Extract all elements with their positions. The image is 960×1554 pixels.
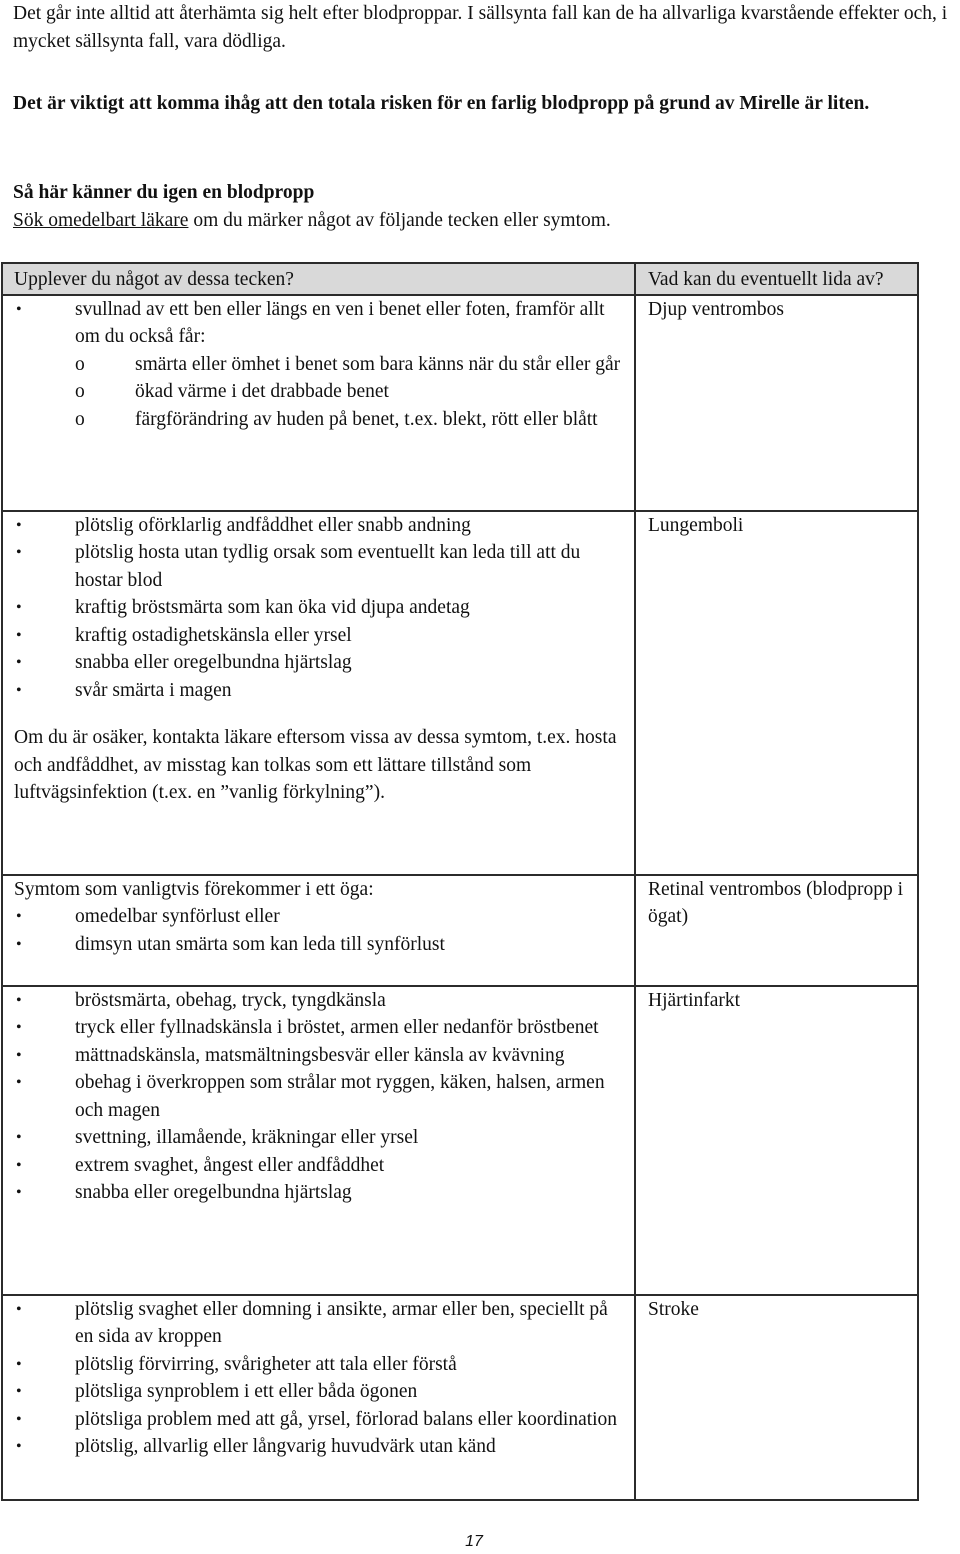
symptoms-table bbox=[1, 262, 919, 1501]
sub-bullet-marker: o bbox=[75, 353, 85, 375]
intro-paragraph-1: Det går inte alltid att återhämta sig helt efter blodproppar. I sällsynta fall kan de ha allvarliga kvarstående effekter och, i mycket sällsynta fall, vara dödliga. bbox=[13, 3, 948, 52]
list-item bbox=[14, 594, 624, 622]
list-item-text: plötslig hosta utan tydlig orsak som eventuellt kan leda till att du hostar blod bbox=[75, 542, 581, 591]
condition-cell: Stroke bbox=[635, 1295, 918, 1500]
symptom-list bbox=[14, 903, 624, 958]
list-item bbox=[14, 677, 624, 705]
symptoms-cell bbox=[2, 295, 635, 511]
table-header-row bbox=[2, 263, 918, 295]
symptoms-intro: Symtom som vanligtvis förekommer i ett öga: bbox=[14, 878, 374, 900]
page-number: 17 bbox=[465, 1533, 483, 1550]
instruction-link: Sök omedelbart läkare bbox=[13, 210, 189, 231]
symptoms-cell bbox=[2, 1295, 635, 1500]
list-item-text: plötslig oförklarlig andfåddhet eller snabb andning bbox=[75, 514, 471, 536]
sub-list-item bbox=[14, 378, 624, 406]
symptoms-cell bbox=[2, 986, 635, 1295]
condition-cell: Hjärtinfarkt bbox=[635, 986, 918, 1295]
sub-bullet-marker: o bbox=[75, 408, 85, 430]
list-item-text: bröstsmärta, obehag, tryck, tyngdkänsla bbox=[75, 989, 386, 1011]
table-row bbox=[2, 875, 918, 986]
list-item bbox=[14, 1378, 624, 1406]
list-item-text: obehag i överkroppen som strålar mot ryggen, käken, halsen, armen och magen bbox=[75, 1072, 605, 1121]
instruction-text bbox=[13, 207, 956, 235]
list-item bbox=[14, 512, 624, 540]
symptoms-cell bbox=[2, 511, 635, 875]
list-item bbox=[14, 1042, 624, 1070]
symptom-list bbox=[14, 1296, 624, 1461]
sub-bullet-marker: o bbox=[75, 381, 85, 402]
list-item-text: svår smärta i magen bbox=[75, 679, 232, 701]
list-item bbox=[14, 903, 624, 931]
header-right: Vad kan du eventuellt lida av? bbox=[635, 263, 918, 295]
symptoms-cell bbox=[2, 875, 635, 986]
list-item-text: dimsyn utan smärta som kan leda till synförlust bbox=[75, 933, 445, 955]
list-item-text: kraftig bröstsmärta som kan öka vid djupa andetag bbox=[75, 597, 470, 618]
list-item-text: kraftig ostadighetskänsla eller yrsel bbox=[75, 624, 352, 646]
list-item bbox=[14, 622, 624, 650]
table-row bbox=[2, 511, 918, 875]
list-item bbox=[14, 539, 624, 594]
list-item-text: plötsliga problem med att gå, yrsel, förlorad balans eller koordination bbox=[75, 1408, 618, 1430]
intro-paragraph-2: Det är viktigt att komma ihåg att den totala risken för en farlig blodpropp på grund av Mirelle är liten. bbox=[13, 93, 870, 114]
list-item-text: extrem svaghet, ångest eller andfåddhet bbox=[75, 1154, 385, 1176]
symptom-list bbox=[14, 987, 624, 1207]
list-item bbox=[14, 1124, 624, 1152]
header-left: Upplever du något av dessa tecken? bbox=[2, 263, 635, 295]
list-item-text: plötsliga synproblem i ett eller båda ögonen bbox=[75, 1381, 418, 1402]
list-item-text: plötslig svaghet eller domning i ansikte, armar eller ben, speciellt på en sida av kroppen bbox=[75, 1298, 608, 1347]
list-item-text: plötslig förvirring, svårigheter att tala eller förstå bbox=[75, 1353, 457, 1375]
list-item bbox=[14, 649, 624, 677]
section-heading: Så här känner du igen en blodpropp bbox=[13, 182, 315, 203]
list-item-text: tryck eller fyllnadskänsla i bröstet, armen eller nedanför bröstbenet bbox=[75, 1017, 599, 1038]
sub-list-item bbox=[14, 406, 624, 434]
list-item bbox=[14, 987, 624, 1015]
list-item bbox=[14, 1179, 624, 1207]
table-row bbox=[2, 295, 918, 511]
list-item bbox=[14, 1014, 624, 1042]
list-item-text: ökad värme i det drabbade benet bbox=[135, 381, 389, 402]
list-item bbox=[14, 1069, 624, 1124]
list-item-text: omedelbar synförlust eller bbox=[75, 906, 280, 927]
list-item-text: svullnad av ett ben eller längs en ven i benet eller foten, framför allt om du också får: bbox=[75, 298, 605, 347]
symptom-list bbox=[14, 296, 624, 434]
list-item-text: snabba eller oregelbundna hjärtslag bbox=[75, 1182, 352, 1203]
list-item bbox=[14, 931, 624, 959]
list-item-text: färgförändring av huden på benet, t.ex. blekt, rött eller blått bbox=[135, 408, 598, 430]
list-item bbox=[14, 1351, 624, 1379]
list-item bbox=[14, 296, 624, 351]
list-item bbox=[14, 1296, 624, 1351]
list-item bbox=[14, 1406, 624, 1434]
list-item-text: smärta eller ömhet i benet som bara känns när du står eller går bbox=[135, 353, 621, 375]
list-item-text: plötslig, allvarlig eller långvarig huvudvärk utan känd bbox=[75, 1436, 496, 1457]
list-item bbox=[14, 1152, 624, 1180]
condition-cell: Retinal ventrombos (blodpropp i ögat) bbox=[635, 875, 918, 986]
list-item-text: svettning, illamående, kräkningar eller yrsel bbox=[75, 1127, 419, 1148]
condition-cell: Lungemboli bbox=[635, 511, 918, 875]
table-row bbox=[2, 1295, 918, 1500]
condition-cell: Djup ventrombos bbox=[635, 295, 918, 511]
sub-list-item bbox=[14, 351, 624, 379]
list-item-text: mättnadskänsla, matsmältningsbesvär eller känsla av kvävning bbox=[75, 1044, 565, 1066]
list-item bbox=[14, 1433, 624, 1461]
list-item-text: snabba eller oregelbundna hjärtslag bbox=[75, 652, 352, 673]
instruction-rest: om du märker något av följande tecken eller symtom. bbox=[188, 210, 611, 231]
table-row bbox=[2, 986, 918, 1295]
symptom-list bbox=[14, 512, 624, 705]
advice-note: Om du är osäker, kontakta läkare eftersom vissa av dessa symtom, t.ex. hosta och andfåddhet, av misstag kan tolkas som ett lättare tillstånd som luftvägsinfektion (t.ex. en ”vanlig förkylning”). bbox=[14, 727, 617, 803]
